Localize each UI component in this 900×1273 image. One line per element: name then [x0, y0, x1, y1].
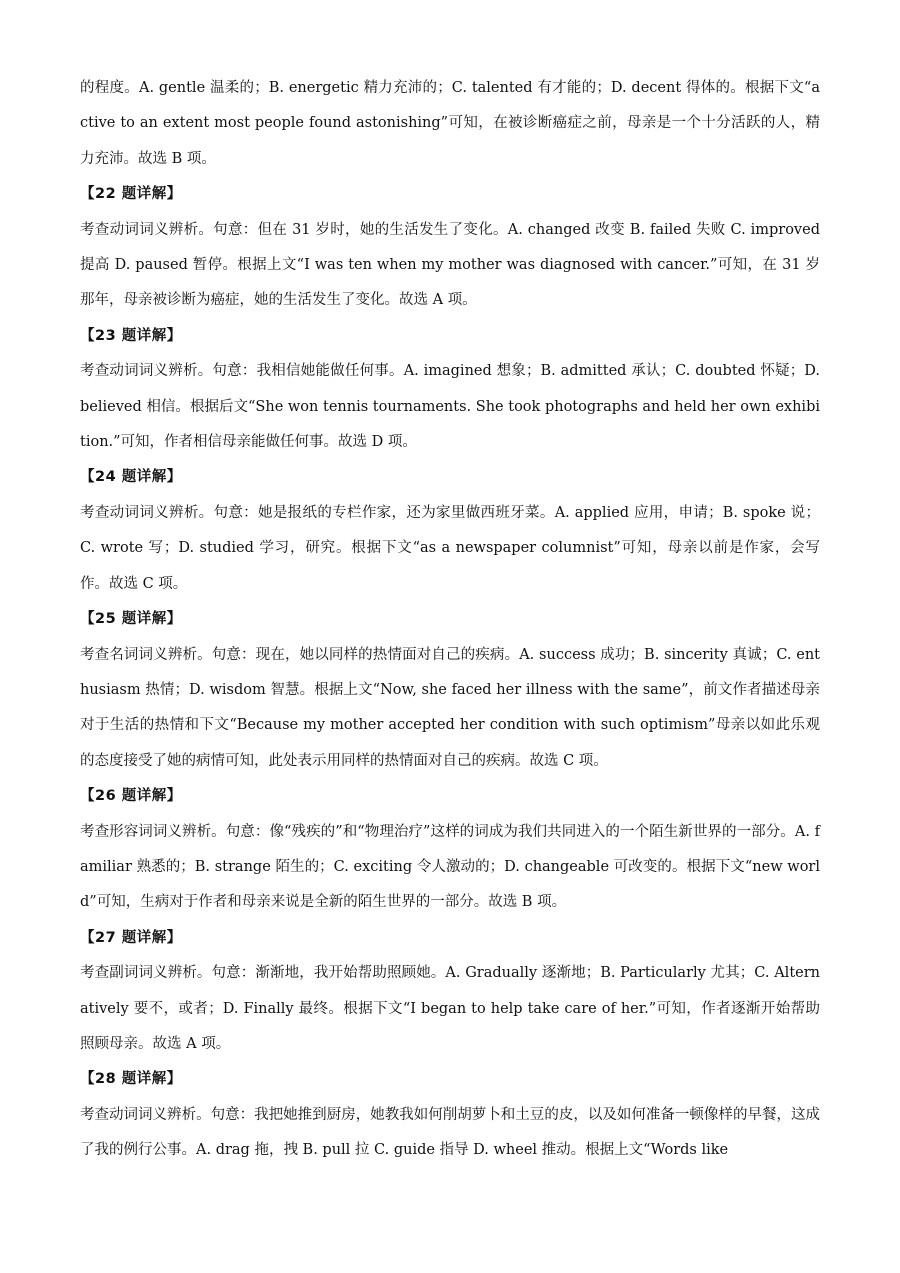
intro-paragraph: 的程度。A. gentle 温柔的；B. energetic 精力充沛的；C. talented 有才能的；D. decent 得体的。根据下文“active to an extent most people found astonishing”可知，在被诊断癌症之前，母亲是一个十分活跃的人，精力充沛。故选 B 项。 — [80, 80, 820, 167]
section-heading-26: 【26 题详解】 — [80, 788, 182, 805]
section-heading-27: 【27 题详解】 — [80, 929, 182, 946]
section-heading-28: 【28 题详解】 — [80, 1071, 182, 1088]
section-heading-22: 【22 题详解】 — [80, 186, 182, 203]
section-body-22: 考查动词词义辨析。句意：但在 31 岁时，她的生活发生了变化。A. changed 改变 B. failed 失败 C. improved 提高 D. paused 暂停。根据上文“I was ten when my mother was diagnosed with cancer.”可知，在 31 岁那年，母亲被诊断为癌症，她的生活发生了变化。故选 A 项。 — [80, 221, 820, 309]
section-body-23: 考查动词词义辨析。句意：我相信她能做任何事。A. imagined 想象；B. admitted 承认；C. doubted 怀疑；D. believed 相信。根据后文“She won tennis tournaments. She took photographs and held her own exhibition.”可知，作者相信母亲能做任何事。故选 D 项。 — [80, 363, 820, 451]
section-heading-25: 【25 题详解】 — [80, 611, 182, 628]
section-body-26: 考查形容词词义辨析。句意：像“残疾的”和“物理治疗”这样的词成为我们共同进入的一个陌生新世界的一部分。A. familiar 熟悉的；B. strange 陌生的；C. exciting 令人激动的；D. changeable 可改变的。根据下文“new world”可知，生病对于作者和母亲来说是全新的陌生世界的一部分。故选 B 项。 — [80, 823, 820, 911]
section-body-27: 考查副词词义辨析。句意：渐渐地，我开始帮助照顾她。A. Gradually 逐渐地；B. Particularly 尤其；C. Alternatively 要不，或者；D. Finally 最终。根据下文“I began to help take care of her.”可知，作者逐渐开始帮助照顾母亲。故选 A 项。 — [80, 965, 820, 1052]
section-heading-23: 【23 题详解】 — [80, 327, 182, 344]
section-body-25: 考查名词词义辨析。句意：现在，她以同样的热情面对自己的疾病。A. success 成功；B. sincerity 真诚；C. enthusiasm 热情；D. wisdom 智慧。根据上文“Now, she faced her illness with the same”，前文作者描述母亲对于生活的热情和下文“Because my mother accepted her condition with such optimism”母亲以如此乐观的态度接受了她的病情可知，此处表示用同样的热情面对自己的疾病。故选 C 项。 — [80, 646, 820, 769]
section-body-24: 考查动词词义辨析。句意：她是报纸的专栏作家，还为家里做西班牙菜。A. applied 应用，申请；B. spoke 说；C. wrote 写；D. studied 学习，研究。根据下文“as a newspaper columnist”可知，母亲以前是作家，会写作。故选 C 项。 — [80, 504, 820, 592]
section-heading-24: 【24 题详解】 — [80, 469, 182, 486]
section-body-28: 考查动词词义辨析。句意：我把她推到厨房，她教我如何削胡萝卜和土豆的皮，以及如何准备一顿像样的早餐，这成了我的例行公事。A. drag 拖，拽 B. pull 拉 C. guide 指导 D. wheel 推动。根据上文“Words like — [80, 1106, 820, 1159]
